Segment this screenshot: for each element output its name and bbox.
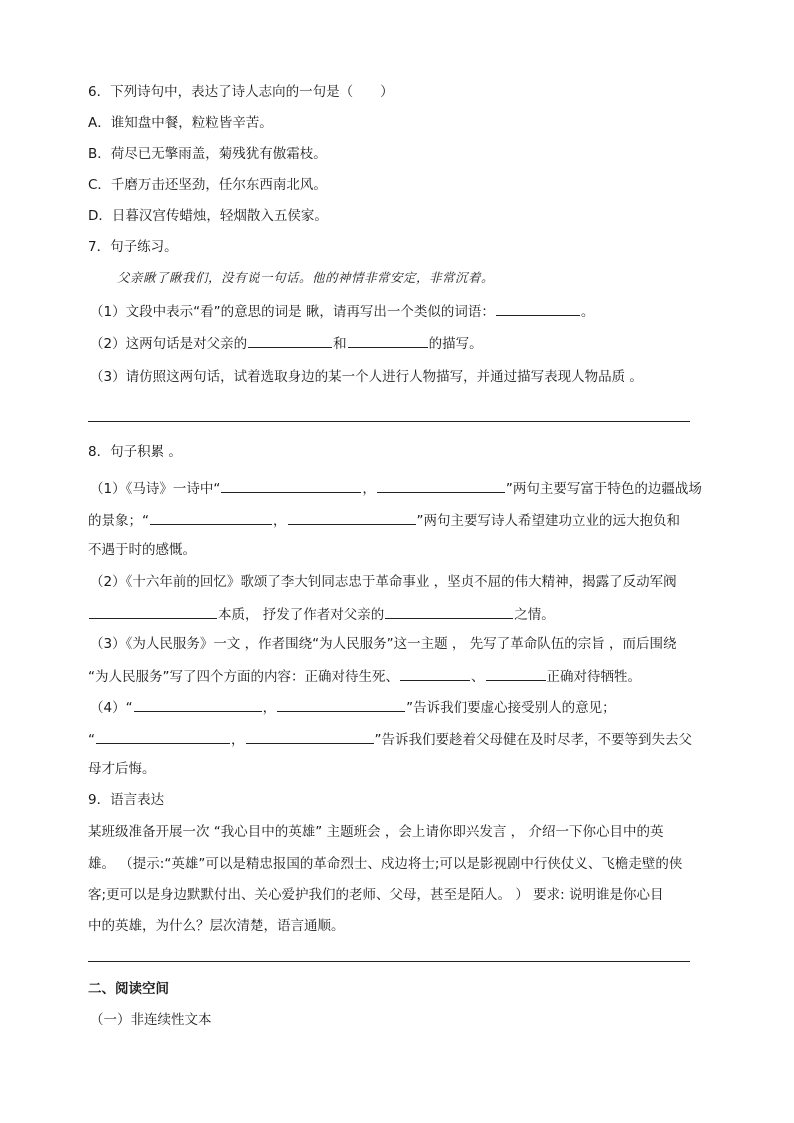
q9-line-2: 雄。 （提示:“英雄”可以是精忠报国的革命烈士、戍边将士;可以是影视剧中行侠仗义、飞檐走壁的侠 xyxy=(88,856,683,872)
section2-subtitle: （一）非连续性文本 xyxy=(90,1012,212,1028)
q8-s4-comma-2: ， xyxy=(231,732,245,748)
q8-s1-text-c: ”两句主要写富于特色的边疆战场 xyxy=(505,481,702,497)
q8-s4-blank-4[interactable] xyxy=(246,729,374,744)
q8-s1-text-a: （1）《马诗》一诗中“ xyxy=(90,481,221,497)
q9-title: 9．语言表达 xyxy=(88,792,165,808)
q8-s4-line1 xyxy=(90,697,616,717)
q8-s4-text-c: ”告诉我们要虚心接受别人的意见； xyxy=(406,700,616,716)
q7-sub1 xyxy=(90,301,594,321)
q7-sub2-end: 的描写。 xyxy=(428,336,483,352)
q7-answer-line[interactable] xyxy=(88,421,690,422)
q8-s4-text-a: （4）“ xyxy=(90,700,133,716)
q7-sub2-blank-1[interactable] xyxy=(248,333,332,348)
q8-s2-text-b: 本质， 抒发了作者对父亲的 xyxy=(218,607,385,623)
q8-s1-text-f: ”两句主要写诗人希望建功立业的远大抱负和 xyxy=(416,513,680,529)
q8-s3-text-d: 正确对待牺牲。 xyxy=(546,669,641,685)
q8-s4-text-f: ”告诉我们要趁着父母健在及时尽孝，不要等到失去父 xyxy=(374,732,692,748)
q7-sub2 xyxy=(90,333,483,353)
q6-option-d[interactable]: D．日暮汉宫传蜡烛，轻烟散入五侯家。 xyxy=(88,208,328,224)
q8-s1-blank-3[interactable] xyxy=(150,510,272,525)
q8-s1-comma-2: ， xyxy=(273,513,287,529)
q7-sub1-text: （1）文段中表示“看”的意思的词是 瞅，请再写出一个类似的词语： xyxy=(90,304,495,320)
q8-s3-line1: （3）《为人民服务》一文 ，作者围绕“为人民服务”这一主题 ， 先写了革命队伍的宗旨 ，而后围绕 xyxy=(90,636,677,652)
q8-s2-line2 xyxy=(88,604,555,624)
q8-s4-blank-2[interactable] xyxy=(277,697,405,712)
q8-s3-sep: 、 xyxy=(471,669,485,685)
q8-s1-blank-1[interactable] xyxy=(221,478,361,493)
section2-title: 二、阅读空间 xyxy=(88,981,169,997)
q7-sub1-blank[interactable] xyxy=(496,301,580,316)
q8-s1-blank-2[interactable] xyxy=(377,478,505,493)
q8-s2-line1: （2）《十六年前的回忆》歌颂了李大钊同志忠于革命事业 ，坚贞不屈的伟大精神，揭露了反动军阀 xyxy=(90,574,677,590)
q7-sub2-blank-2[interactable] xyxy=(348,333,428,348)
q8-title: 8．句子积累 。 xyxy=(88,444,182,460)
q7-title: 7．句子练习。 xyxy=(88,239,178,255)
q8-s3-blank-1[interactable] xyxy=(400,666,470,681)
q6-option-a[interactable]: A．谁知盘中餐，粒粒皆辛苦。 xyxy=(88,115,273,131)
q8-s4-blank-1[interactable] xyxy=(134,697,262,712)
q8-s4-blank-3[interactable] xyxy=(96,729,230,744)
q8-s2-text-c: 之情。 xyxy=(514,607,555,623)
q8-s4-comma-1: ， xyxy=(262,700,277,716)
q7-sub2-and: 和 xyxy=(333,336,347,352)
q8-s4-line2 xyxy=(88,729,692,749)
q9-line-3: 客;更可以是身边默默付出、关心爱护我们的老师、父母，甚至是陌人。 ） 要求: 说明谁是你心目 xyxy=(88,887,664,903)
q7-sub3: （3）请仿照这两句话，试着选取身边的某一个人进行人物描写，并通过描写表现人物品质 。 xyxy=(90,369,643,385)
q8-s3-blank-2[interactable] xyxy=(486,666,546,681)
q8-s4-text-d: “ xyxy=(88,732,95,748)
q7-sub1-end: 。 xyxy=(580,304,595,320)
q8-s1-line2 xyxy=(88,510,680,530)
q9-line-4: 中的英雄，为什么？层次清楚，语言通顺。 xyxy=(88,918,345,934)
q8-s1-blank-4[interactable] xyxy=(288,510,416,525)
q8-s2-blank-2[interactable] xyxy=(385,604,513,619)
q8-s3-text-b: “为人民服务”写了四个方面的内容：正确对待生死、 xyxy=(88,669,399,685)
q6-option-b[interactable]: B．荷尽已无擎雨盖，菊残犹有傲霜枝。 xyxy=(88,146,327,162)
q8-s4-line3: 母才后悔。 xyxy=(88,761,156,777)
q6-stem: 6．下列诗句中，表达了诗人志向的一句是（ ） xyxy=(88,84,394,100)
q8-s1-line3: 不遇于时的感慨。 xyxy=(88,542,196,558)
q9-line-1: 某班级准备开展一次 “我心目中的英雄” 主题班会 ，会上请你即兴发言 ， 介绍一下你心目中的英 xyxy=(88,824,664,840)
q9-answer-line[interactable] xyxy=(88,961,690,962)
q7-sub2-text: （2）这两句话是对父亲的 xyxy=(90,336,248,352)
q8-s1-comma-1: ， xyxy=(362,481,376,497)
q7-passage: 父亲瞅了瞅我们，没有说一句话。他的神情非常安定，非常沉着。 xyxy=(117,270,495,285)
q8-s2-blank-1[interactable] xyxy=(89,604,217,619)
q8-s3-line2 xyxy=(88,666,641,686)
q8-s1-text-d: 的景象；“ xyxy=(88,513,149,529)
q6-option-c[interactable]: C．千磨万击还坚劲，任尔东西南北风。 xyxy=(88,177,327,193)
q8-s1-line1 xyxy=(90,478,702,498)
